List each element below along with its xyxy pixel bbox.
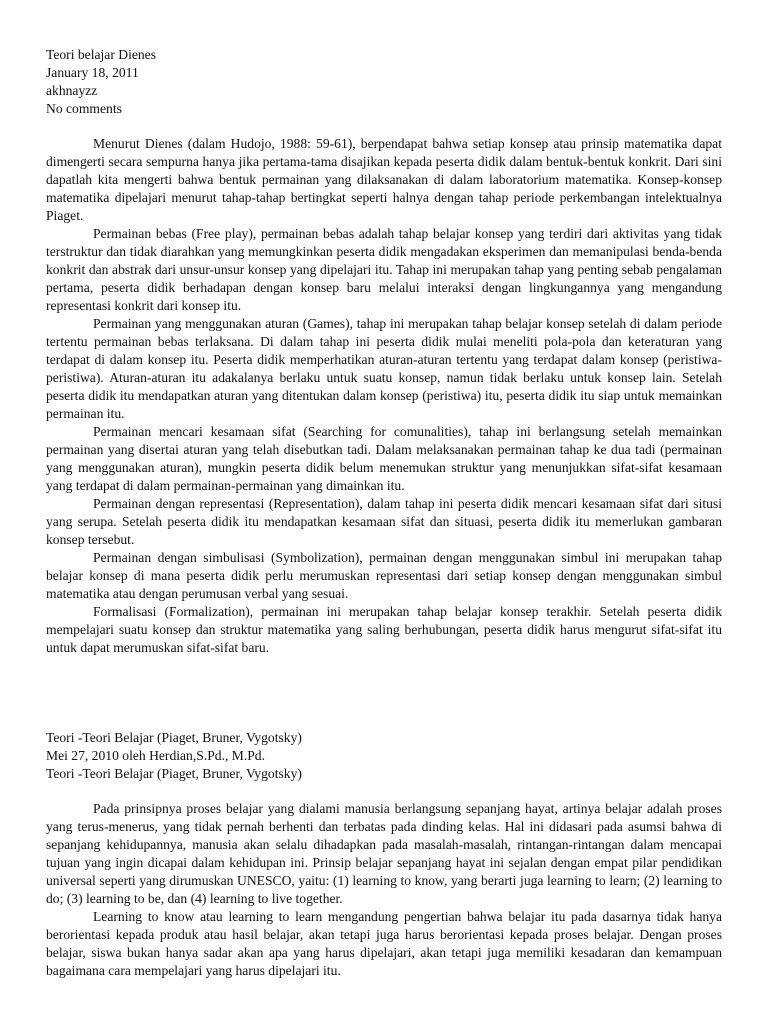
spacer — [46, 783, 722, 800]
article-comments: No comments — [46, 101, 122, 116]
body-paragraph: Permainan yang menggunakan aturan (Games), tahap ini merupakan tahap belajar konsep setelah di dalam periode tertentu permainan bebas terlaksana. Di dalam tahap ini peserta didik mulai meneliti pola-pola dan keteraturan yang terdapat di dalam konsep itu. Peserta didik memperhatikan aturan-aturan tertentu yang terdapat dalam konsep (peristiwa-peristiwa). Aturan-aturan itu adakalanya berlaku untuk suatu konsep, namun tidak berlaku untuk konsep lain. Setelah peserta didik itu mendapatkan aturan yang ditentukan dalam konsep (peristiwa) itu, peserta didik itu siap untuk memainkan permainan itu. — [46, 316, 722, 421]
article-date: January 18, 2011 — [46, 65, 139, 80]
article-author: akhnayzz — [46, 83, 98, 98]
article-title: Teori belajar Dienes — [46, 47, 157, 62]
body-paragraph: Formalisasi (Formalization), permainan ini merupakan tahap belajar konsep terakhir. Setelah peserta didik mempelajari suatu konsep dan struktur matematika yang saling berhubungan, peserta didik harus mengurut sifat-sifat itu untuk dapat merumuskan sifat-sifat baru. — [46, 604, 722, 655]
body-paragraph: Permainan dengan simbulisasi (Symbolization), permainan dengan menggunakan simbul ini merupakan tahap belajar konsep di mana peserta didik perlu merumuskan representasi dari setiap konsep dengan menggunakan simbul matematika atau dengan perumusan verbal yang sesuai. — [46, 550, 722, 601]
spacer — [46, 657, 722, 729]
article-learning-theories — [46, 729, 722, 980]
article-subtitle: Teori -Teori Belajar (Piaget, Bruner, Vygotsky) — [46, 766, 302, 781]
body-paragraph: Permainan dengan representasi (Representation), dalam tahap ini peserta didik mencari kesamaan sifat dari situsi yang serupa. Setelah peserta didik itu mendapatkan kesamaan sifat dan situasi, peserta didik itu memerlukan gambaran konsep tersebut. — [46, 496, 722, 547]
body-paragraph: Learning to know atau learning to learn mengandung pengertian bahwa belajar itu pada dasarnya tidak hanya berorientasi kepada produk atau hasil belajar, akan tetapi juga harus berorientasi kepada proses belajar. Dengan proses belajar, siswa bukan hanya sadar akan apa yang harus dipelajari, akan tetapi juga memiliki kesadaran dan kemampuan bagaimana cara mempelajari yang harus dipelajari itu. — [46, 909, 722, 978]
body-paragraph: Permainan bebas (Free play), permainan bebas adalah tahap belajar konsep yang terdiri dari aktivitas yang tidak terstruktur dan tidak diarahkan yang memungkinkan peserta didik mengadakan eksperimen dan memanipulasi benda-benda konkrit dan abstrak dari unsur-unsur konsep yang dipelajari itu. Tahap ini merupakan tahap yang penting sebab pengalaman pertama, peserta didik berhadapan dengan konsep baru melalui interaksi dengan lingkungannya yang mengandung representasi konkrit dari konsep itu. — [46, 226, 722, 313]
body-paragraph: Pada prinsipnya proses belajar yang dialami manusia berlangsung sepanjang hayat, artinya belajar adalah proses yang terus-menerus, yang tidak pernah berhenti dan terbatas pada dinding kelas. Hal ini didasari pada asumsi bahwa di sepanjang kehidupannya, manusia akan selalu dihadapkan pada masalah-masalah, rintangan-rintangan dalam mencapai tujuan yang ingin dicapai dalam kehidupan ini. Prinsip belajar sepanjang hayat ini sejalan dengan empat pilar pendidikan universal seperti yang dirumuskan UNESCO, yaitu: (1) learning to know, yang berarti juga learning to learn; (2) learning to do; (3) learning to be, dan (4) learning to live together. — [46, 801, 722, 906]
article-dienes — [46, 46, 722, 657]
spacer — [46, 118, 722, 135]
body-paragraph: Permainan mencari kesamaan sifat (Searching for comunalities), tahap ini berlangsung setelah memainkan permainan yang disertai aturan yang telah disebutkan tadi. Dalam melaksanakan permainan tahap ke dua tadi (permainan yang menggunakan aturan), mungkin peserta didik belum menemukan struktur yang menunjukkan sifat-sifat kesamaan yang terdapat di dalam permainan-permainan yang dimainkan itu. — [46, 424, 722, 493]
article-title: Teori -Teori Belajar (Piaget, Bruner, Vygotsky) — [46, 730, 302, 745]
article-byline: Mei 27, 2010 oleh Herdian,S.Pd., M.Pd. — [46, 748, 266, 763]
body-paragraph: Menurut Dienes (dalam Hudojo, 1988: 59-61), berpendapat bahwa setiap konsep atau prinsip matematika dapat dimengerti secara sempurna hanya jika pertama-tama disajikan kepada peserta didik dalam bentuk-bentuk konkrit. Dari sini dapatlah kita mengerti bahwa bentuk permainan yang dilaksanakan di dalam laboratorium matematika. Konsep-konsep matematika dipelajari menurut tahap-tahap bertingkat seperti halnya dengan tahap periode perkembangan intelektualnya Piaget. — [46, 136, 722, 223]
